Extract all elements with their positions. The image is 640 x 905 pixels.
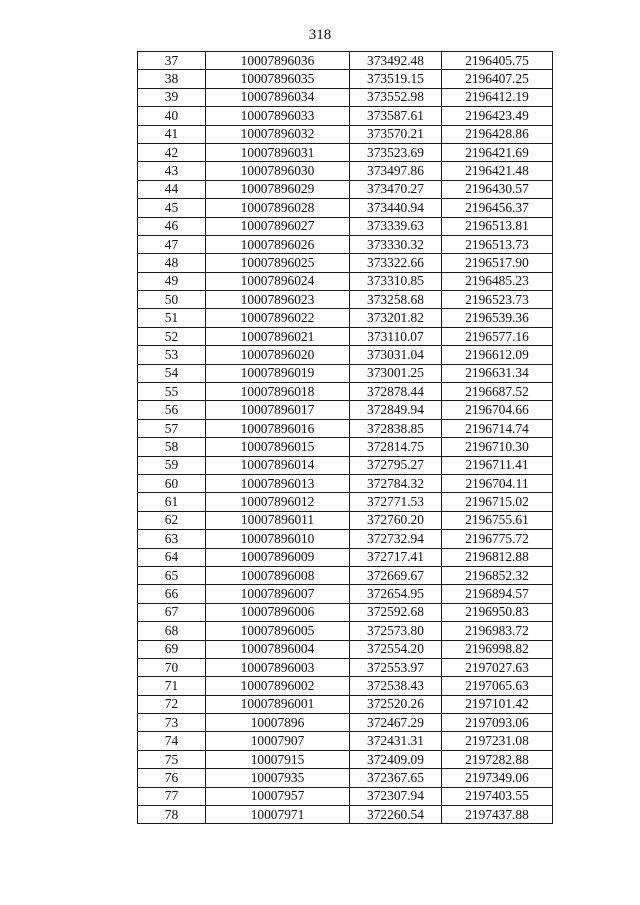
- y-coordinate-cell: 2196456.37: [442, 199, 553, 217]
- table-row: [138, 566, 553, 584]
- table-row: [138, 438, 553, 456]
- table-row: [138, 143, 553, 161]
- x-coordinate-cell: 372654.95: [350, 585, 442, 603]
- point-id-cell: 10007896010: [206, 530, 350, 548]
- point-id-cell: 10007896025: [206, 254, 350, 272]
- point-id-cell: 10007896032: [206, 125, 350, 143]
- table-row: [138, 235, 553, 253]
- x-coordinate-cell: 372554.20: [350, 640, 442, 658]
- point-id-cell: 10007896008: [206, 566, 350, 584]
- y-coordinate-cell: 2196430.57: [442, 180, 553, 198]
- x-coordinate-cell: 372760.20: [350, 511, 442, 529]
- point-id-cell: 10007896022: [206, 309, 350, 327]
- point-id-cell: 10007896005: [206, 622, 350, 640]
- y-coordinate-cell: 2196715.02: [442, 493, 553, 511]
- y-coordinate-cell: 2196631.34: [442, 364, 553, 382]
- x-coordinate-cell: 372307.94: [350, 787, 442, 805]
- x-coordinate-cell: 372431.31: [350, 732, 442, 750]
- row-number-cell: 52: [138, 327, 206, 345]
- y-coordinate-cell: 2196513.81: [442, 217, 553, 235]
- x-coordinate-cell: 373330.32: [350, 235, 442, 253]
- x-coordinate-cell: 372795.27: [350, 456, 442, 474]
- table-row: [138, 769, 553, 787]
- table-row: [138, 548, 553, 566]
- row-number-cell: 75: [138, 750, 206, 768]
- table-row: [138, 732, 553, 750]
- y-coordinate-cell: 2197437.88: [442, 806, 553, 824]
- y-coordinate-cell: 2196405.75: [442, 52, 553, 70]
- row-number-cell: 54: [138, 364, 206, 382]
- y-coordinate-cell: 2196714.74: [442, 419, 553, 437]
- y-coordinate-cell: 2196687.52: [442, 383, 553, 401]
- point-id-cell: 10007896014: [206, 456, 350, 474]
- table-row: [138, 474, 553, 492]
- table-row: [138, 530, 553, 548]
- row-number-cell: 76: [138, 769, 206, 787]
- point-id-cell: 10007896021: [206, 327, 350, 345]
- y-coordinate-cell: 2196852.32: [442, 566, 553, 584]
- point-id-cell: 10007896013: [206, 474, 350, 492]
- table-row: [138, 291, 553, 309]
- table-row: [138, 272, 553, 290]
- x-coordinate-cell: 372467.29: [350, 714, 442, 732]
- row-number-cell: 49: [138, 272, 206, 290]
- row-number-cell: 77: [138, 787, 206, 805]
- point-id-cell: 10007971: [206, 806, 350, 824]
- table-row: [138, 309, 553, 327]
- row-number-cell: 53: [138, 346, 206, 364]
- row-number-cell: 58: [138, 438, 206, 456]
- x-coordinate-cell: 372878.44: [350, 383, 442, 401]
- point-id-cell: 10007957: [206, 787, 350, 805]
- x-coordinate-cell: 373552.98: [350, 88, 442, 106]
- table-row: [138, 787, 553, 805]
- y-coordinate-cell: 2196421.48: [442, 162, 553, 180]
- table-row: [138, 585, 553, 603]
- x-coordinate-cell: 373001.25: [350, 364, 442, 382]
- row-number-cell: 63: [138, 530, 206, 548]
- table-row: [138, 622, 553, 640]
- point-id-cell: 10007896028: [206, 199, 350, 217]
- point-id-cell: 10007896007: [206, 585, 350, 603]
- table-row: [138, 603, 553, 621]
- x-coordinate-cell: 373519.15: [350, 70, 442, 88]
- x-coordinate-cell: 373587.61: [350, 107, 442, 125]
- row-number-cell: 72: [138, 695, 206, 713]
- y-coordinate-cell: 2197027.63: [442, 658, 553, 676]
- x-coordinate-cell: 373110.07: [350, 327, 442, 345]
- y-coordinate-cell: 2196704.66: [442, 401, 553, 419]
- row-number-cell: 61: [138, 493, 206, 511]
- table-row: [138, 714, 553, 732]
- table-row: [138, 640, 553, 658]
- point-id-cell: 10007896017: [206, 401, 350, 419]
- x-coordinate-cell: 372717.41: [350, 548, 442, 566]
- x-coordinate-cell: 373497.86: [350, 162, 442, 180]
- x-coordinate-cell: 372784.32: [350, 474, 442, 492]
- x-coordinate-cell: 373201.82: [350, 309, 442, 327]
- point-id-cell: 10007896023: [206, 291, 350, 309]
- y-coordinate-cell: 2196539.36: [442, 309, 553, 327]
- page-number: 318: [308, 27, 332, 43]
- x-coordinate-cell: 372409.09: [350, 750, 442, 768]
- point-id-cell: 10007896001: [206, 695, 350, 713]
- y-coordinate-cell: 2196513.73: [442, 235, 553, 253]
- row-number-cell: 74: [138, 732, 206, 750]
- y-coordinate-cell: 2196704.11: [442, 474, 553, 492]
- x-coordinate-cell: 372538.43: [350, 677, 442, 695]
- row-number-cell: 46: [138, 217, 206, 235]
- row-number-cell: 57: [138, 419, 206, 437]
- row-number-cell: 45: [138, 199, 206, 217]
- x-coordinate-cell: 372592.68: [350, 603, 442, 621]
- x-coordinate-cell: 372573.80: [350, 622, 442, 640]
- x-coordinate-cell: 372520.26: [350, 695, 442, 713]
- point-id-cell: 10007896031: [206, 143, 350, 161]
- x-coordinate-cell: 373570.21: [350, 125, 442, 143]
- x-coordinate-cell: 372260.54: [350, 806, 442, 824]
- point-id-cell: 10007896026: [206, 235, 350, 253]
- table-row: [138, 750, 553, 768]
- table-row: [138, 364, 553, 382]
- x-coordinate-cell: 372732.94: [350, 530, 442, 548]
- y-coordinate-cell: 2196950.83: [442, 603, 553, 621]
- row-number-cell: 51: [138, 309, 206, 327]
- table-row: [138, 88, 553, 106]
- point-id-cell: 10007896: [206, 714, 350, 732]
- table-row: [138, 511, 553, 529]
- table-row: [138, 658, 553, 676]
- row-number-cell: 37: [138, 52, 206, 70]
- y-coordinate-cell: 2196894.57: [442, 585, 553, 603]
- x-coordinate-cell: 373440.94: [350, 199, 442, 217]
- table-row: [138, 162, 553, 180]
- point-id-cell: 10007896004: [206, 640, 350, 658]
- y-coordinate-cell: 2197282.88: [442, 750, 553, 768]
- table-row: [138, 70, 553, 88]
- x-coordinate-cell: 372553.97: [350, 658, 442, 676]
- y-coordinate-cell: 2197403.55: [442, 787, 553, 805]
- row-number-cell: 44: [138, 180, 206, 198]
- row-number-cell: 70: [138, 658, 206, 676]
- point-id-cell: 10007896003: [206, 658, 350, 676]
- x-coordinate-cell: 372771.53: [350, 493, 442, 511]
- y-coordinate-cell: 2197065.63: [442, 677, 553, 695]
- table-row: [138, 695, 553, 713]
- y-coordinate-cell: 2196711.41: [442, 456, 553, 474]
- y-coordinate-cell: 2196577.16: [442, 327, 553, 345]
- row-number-cell: 56: [138, 401, 206, 419]
- table-row: [138, 401, 553, 419]
- y-coordinate-cell: 2197349.06: [442, 769, 553, 787]
- row-number-cell: 41: [138, 125, 206, 143]
- point-id-cell: 10007896030: [206, 162, 350, 180]
- point-id-cell: 10007896029: [206, 180, 350, 198]
- row-number-cell: 69: [138, 640, 206, 658]
- row-number-cell: 40: [138, 107, 206, 125]
- table-row: [138, 456, 553, 474]
- point-id-cell: 10007896034: [206, 88, 350, 106]
- row-number-cell: 67: [138, 603, 206, 621]
- table-row: [138, 806, 553, 824]
- row-number-cell: 66: [138, 585, 206, 603]
- y-coordinate-cell: 2196775.72: [442, 530, 553, 548]
- y-coordinate-cell: 2196710.30: [442, 438, 553, 456]
- row-number-cell: 71: [138, 677, 206, 695]
- y-coordinate-cell: 2196407.25: [442, 70, 553, 88]
- row-number-cell: 50: [138, 291, 206, 309]
- row-number-cell: 42: [138, 143, 206, 161]
- point-id-cell: 10007935: [206, 769, 350, 787]
- row-number-cell: 47: [138, 235, 206, 253]
- x-coordinate-cell: 373492.48: [350, 52, 442, 70]
- y-coordinate-cell: 2196755.61: [442, 511, 553, 529]
- point-id-cell: 10007896009: [206, 548, 350, 566]
- table-row: [138, 217, 553, 235]
- table-row: [138, 383, 553, 401]
- point-id-cell: 10007896020: [206, 346, 350, 364]
- row-number-cell: 43: [138, 162, 206, 180]
- point-id-cell: 10007907: [206, 732, 350, 750]
- y-coordinate-cell: 2196428.86: [442, 125, 553, 143]
- point-id-cell: 10007896002: [206, 677, 350, 695]
- y-coordinate-cell: 2196421.69: [442, 143, 553, 161]
- row-number-cell: 59: [138, 456, 206, 474]
- point-id-cell: 10007896012: [206, 493, 350, 511]
- x-coordinate-cell: 373339.63: [350, 217, 442, 235]
- row-number-cell: 39: [138, 88, 206, 106]
- row-number-cell: 73: [138, 714, 206, 732]
- y-coordinate-cell: 2196983.72: [442, 622, 553, 640]
- y-coordinate-cell: 2196998.82: [442, 640, 553, 658]
- coordinates-table: [137, 51, 553, 824]
- y-coordinate-cell: 2197101.42: [442, 695, 553, 713]
- row-number-cell: 55: [138, 383, 206, 401]
- y-coordinate-cell: 2196523.73: [442, 291, 553, 309]
- row-number-cell: 48: [138, 254, 206, 272]
- x-coordinate-cell: 373258.68: [350, 291, 442, 309]
- point-id-cell: 10007896019: [206, 364, 350, 382]
- coordinates-table-body: [138, 52, 553, 824]
- row-number-cell: 64: [138, 548, 206, 566]
- x-coordinate-cell: 372814.75: [350, 438, 442, 456]
- row-number-cell: 60: [138, 474, 206, 492]
- x-coordinate-cell: 372849.94: [350, 401, 442, 419]
- table-row: [138, 125, 553, 143]
- table-row: [138, 346, 553, 364]
- table-row: [138, 493, 553, 511]
- point-id-cell: 10007896033: [206, 107, 350, 125]
- point-id-cell: 10007896018: [206, 383, 350, 401]
- y-coordinate-cell: 2196485.23: [442, 272, 553, 290]
- y-coordinate-cell: 2196612.09: [442, 346, 553, 364]
- point-id-cell: 10007896015: [206, 438, 350, 456]
- table-row: [138, 199, 553, 217]
- table-row: [138, 254, 553, 272]
- point-id-cell: 10007915: [206, 750, 350, 768]
- table-row: [138, 327, 553, 345]
- point-id-cell: 10007896024: [206, 272, 350, 290]
- table-row: [138, 52, 553, 70]
- y-coordinate-cell: 2196812.88: [442, 548, 553, 566]
- table-row: [138, 677, 553, 695]
- table-row: [138, 180, 553, 198]
- row-number-cell: 38: [138, 70, 206, 88]
- x-coordinate-cell: 372838.85: [350, 419, 442, 437]
- x-coordinate-cell: 373523.69: [350, 143, 442, 161]
- row-number-cell: 65: [138, 566, 206, 584]
- table-row: [138, 419, 553, 437]
- point-id-cell: 10007896036: [206, 52, 350, 70]
- point-id-cell: 10007896027: [206, 217, 350, 235]
- y-coordinate-cell: 2196517.90: [442, 254, 553, 272]
- table-row: [138, 107, 553, 125]
- x-coordinate-cell: 373470.27: [350, 180, 442, 198]
- y-coordinate-cell: 2197231.08: [442, 732, 553, 750]
- point-id-cell: 10007896035: [206, 70, 350, 88]
- row-number-cell: 68: [138, 622, 206, 640]
- point-id-cell: 10007896016: [206, 419, 350, 437]
- point-id-cell: 10007896006: [206, 603, 350, 621]
- x-coordinate-cell: 373310.85: [350, 272, 442, 290]
- y-coordinate-cell: 2196412.19: [442, 88, 553, 106]
- row-number-cell: 78: [138, 806, 206, 824]
- y-coordinate-cell: 2197093.06: [442, 714, 553, 732]
- x-coordinate-cell: 372367.65: [350, 769, 442, 787]
- row-number-cell: 62: [138, 511, 206, 529]
- y-coordinate-cell: 2196423.49: [442, 107, 553, 125]
- x-coordinate-cell: 373322.66: [350, 254, 442, 272]
- x-coordinate-cell: 373031.04: [350, 346, 442, 364]
- x-coordinate-cell: 372669.67: [350, 566, 442, 584]
- point-id-cell: 10007896011: [206, 511, 350, 529]
